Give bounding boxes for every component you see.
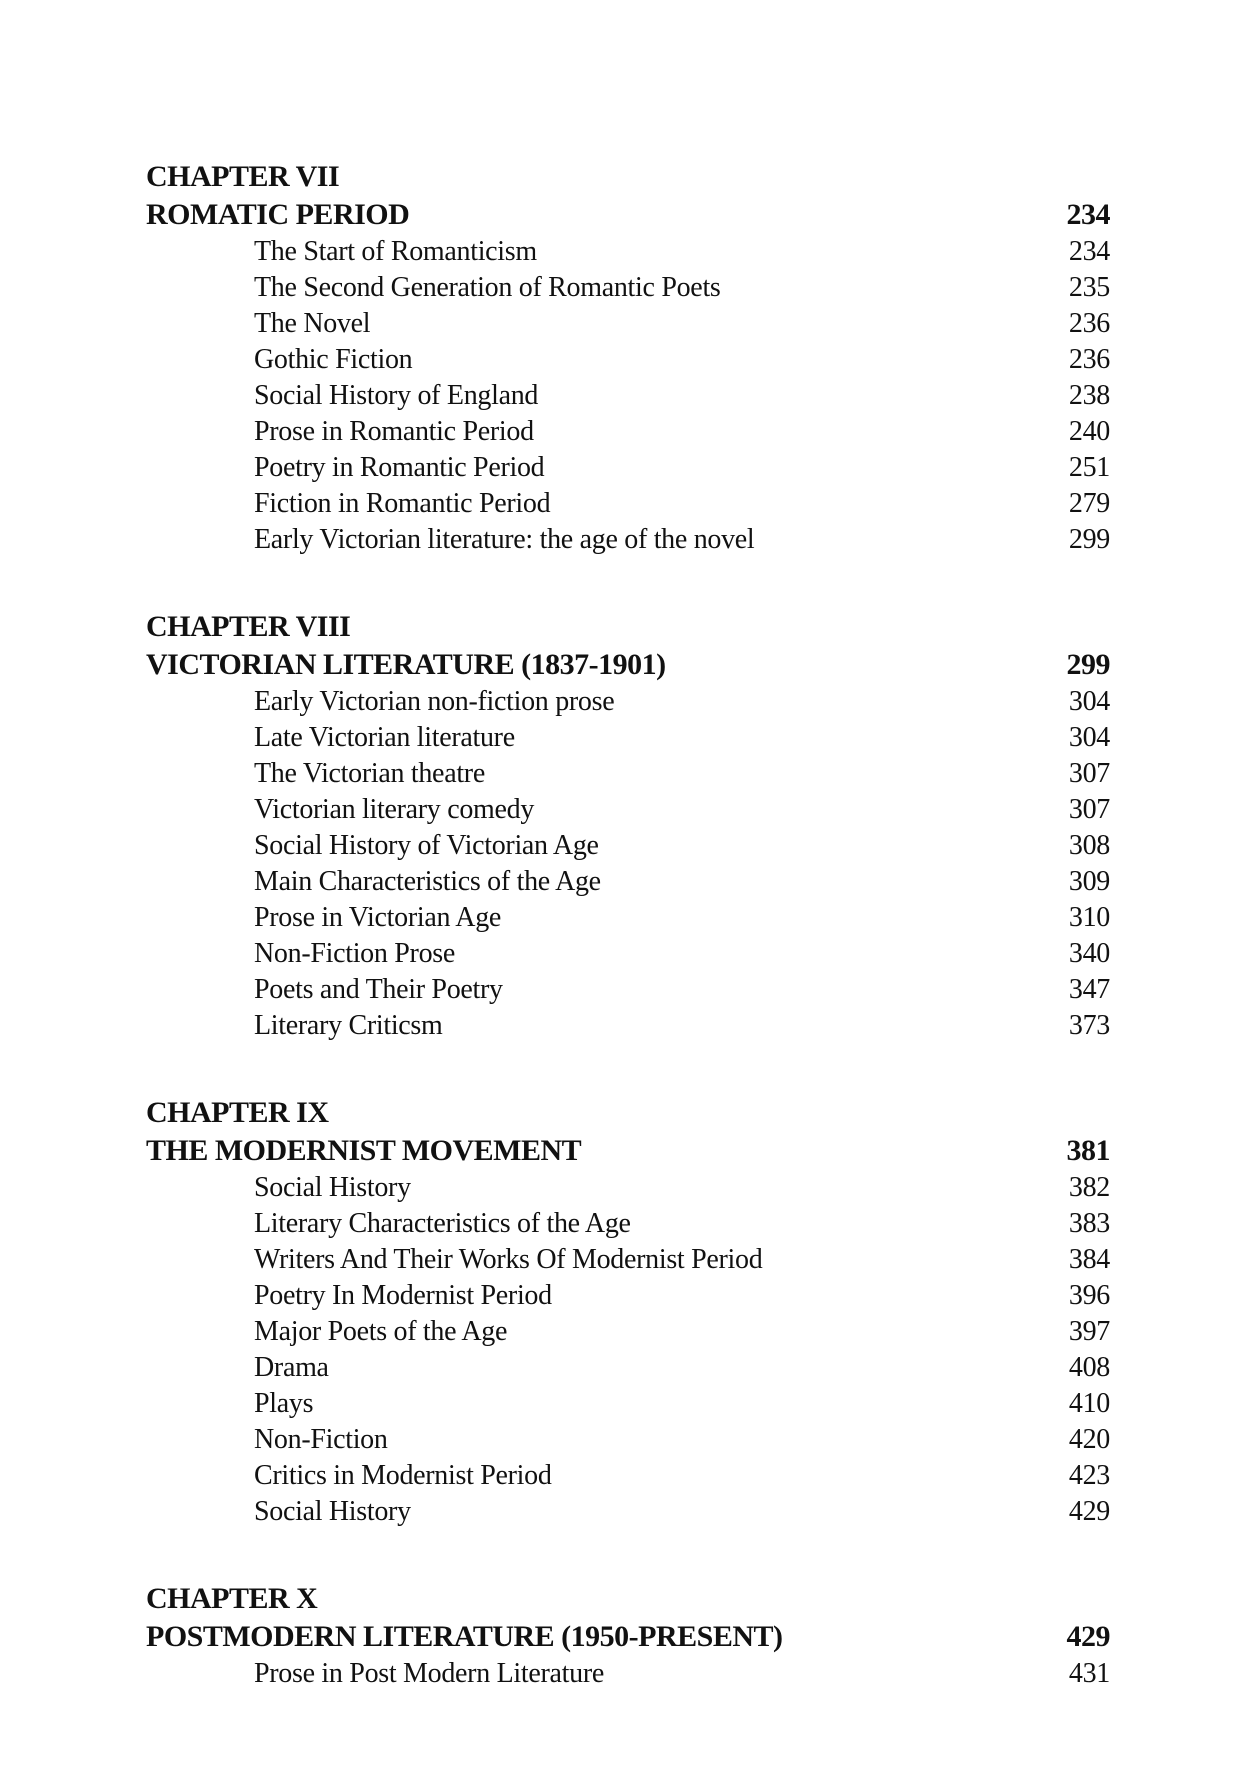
entry-page-number: 236 <box>1068 344 1110 375</box>
chapter-title: VICTORIAN LITERATURE (1837-1901) <box>146 648 666 681</box>
toc-entry[interactable] <box>146 1242 1110 1278</box>
chapter-title: THE MODERNIST MOVEMENT <box>146 1134 582 1167</box>
entry-label: Prose in Romantic Period <box>254 416 534 447</box>
entry-label: Non-Fiction <box>254 1424 388 1455</box>
toc-entry[interactable] <box>146 414 1110 450</box>
chapter-title-row[interactable] <box>146 196 1110 234</box>
toc-entry[interactable] <box>146 1008 1110 1044</box>
toc-entry[interactable] <box>146 486 1110 522</box>
chapter-page-number: 234 <box>1066 198 1110 231</box>
entry-page-number: 307 <box>1068 794 1110 825</box>
toc-entry[interactable] <box>146 1278 1110 1314</box>
entry-label: Prose in Post Modern Literature <box>254 1658 604 1689</box>
entry-page-number: 397 <box>1068 1316 1110 1347</box>
toc-entry[interactable] <box>146 1386 1110 1422</box>
toc-entry[interactable] <box>146 1422 1110 1458</box>
chapter-number: CHAPTER VII <box>146 160 340 193</box>
entry-page-number: 431 <box>1068 1658 1110 1689</box>
entry-page-number: 384 <box>1068 1244 1110 1275</box>
chapter-title-row[interactable] <box>146 1618 1110 1656</box>
entry-label: The Novel <box>254 308 371 339</box>
toc-entry[interactable] <box>146 270 1110 306</box>
entry-label: Poetry In Modernist Period <box>254 1280 552 1311</box>
entry-page-number: 309 <box>1068 866 1110 897</box>
chapter-section <box>146 158 1110 558</box>
toc-entry[interactable] <box>146 450 1110 486</box>
entry-label: Social History <box>254 1496 411 1527</box>
chapter-number: CHAPTER VIII <box>146 610 351 643</box>
entry-page-number: 251 <box>1068 452 1110 483</box>
toc-entry[interactable] <box>146 378 1110 414</box>
toc-entry[interactable] <box>146 1458 1110 1494</box>
entry-label: Early Victorian non-fiction prose <box>254 686 615 717</box>
entry-page-number: 279 <box>1068 488 1110 519</box>
entry-label: Poetry in Romantic Period <box>254 452 545 483</box>
entry-label: The Victorian theatre <box>254 758 485 789</box>
entry-label: Drama <box>254 1352 329 1383</box>
toc-entry[interactable] <box>146 306 1110 342</box>
entry-label: Gothic Fiction <box>254 344 413 375</box>
chapter-section <box>146 1580 1110 1692</box>
entry-label: Main Characteristics of the Age <box>254 866 601 897</box>
chapter-title: POSTMODERN LITERATURE (1950-PRESENT) <box>146 1620 783 1653</box>
toc-entry[interactable] <box>146 234 1110 270</box>
chapter-title-row[interactable] <box>146 646 1110 684</box>
entry-page-number: 340 <box>1068 938 1110 969</box>
toc-entry[interactable] <box>146 936 1110 972</box>
entry-label: Social History <box>254 1172 411 1203</box>
toc-entry[interactable] <box>146 522 1110 558</box>
toc-entry[interactable] <box>146 828 1110 864</box>
toc-entry[interactable] <box>146 1314 1110 1350</box>
toc-entry[interactable] <box>146 1170 1110 1206</box>
toc-entry[interactable] <box>146 684 1110 720</box>
entry-page-number: 304 <box>1068 686 1110 717</box>
toc-entry[interactable] <box>146 342 1110 378</box>
entry-page-number: 383 <box>1068 1208 1110 1239</box>
toc-entry[interactable] <box>146 864 1110 900</box>
entry-page-number: 234 <box>1068 236 1110 267</box>
entry-page-number: 382 <box>1068 1172 1110 1203</box>
entry-page-number: 396 <box>1068 1280 1110 1311</box>
toc-entry[interactable] <box>146 972 1110 1008</box>
entry-label: Victorian literary comedy <box>254 794 535 825</box>
entry-page-number: 408 <box>1068 1352 1110 1383</box>
toc-entry[interactable] <box>146 1656 1110 1692</box>
entry-page-number: 347 <box>1068 974 1110 1005</box>
entry-page-number: 410 <box>1068 1388 1110 1419</box>
chapter-page-number: 381 <box>1066 1134 1110 1167</box>
entry-label: Plays <box>254 1388 314 1419</box>
entry-label: Writers And Their Works Of Modernist Period <box>254 1244 763 1275</box>
chapter-section <box>146 608 1110 1044</box>
toc-entry[interactable] <box>146 756 1110 792</box>
entry-page-number: 304 <box>1068 722 1110 753</box>
entry-label: Late Victorian literature <box>254 722 515 753</box>
entry-label: The Second Generation of Romantic Poets <box>254 272 721 303</box>
toc-entry[interactable] <box>146 1350 1110 1386</box>
entry-page-number: 429 <box>1068 1496 1110 1527</box>
entry-label: Poets and Their Poetry <box>254 974 503 1005</box>
entry-label: Major Poets of the Age <box>254 1316 508 1347</box>
toc-entry[interactable] <box>146 1494 1110 1530</box>
entry-label: Social History of England <box>254 380 539 411</box>
entry-label: Non-Fiction Prose <box>254 938 456 969</box>
chapter-page-number: 299 <box>1066 648 1110 681</box>
entry-page-number: 420 <box>1068 1424 1110 1455</box>
chapter-number: CHAPTER IX <box>146 1096 329 1129</box>
chapter-section <box>146 1094 1110 1530</box>
chapter-title-row[interactable] <box>146 1132 1110 1170</box>
entry-page-number: 240 <box>1068 416 1110 447</box>
entry-label: The Start of Romanticism <box>254 236 537 267</box>
entry-page-number: 423 <box>1068 1460 1110 1491</box>
toc-entry[interactable] <box>146 1206 1110 1242</box>
entry-label: Critics in Modernist Period <box>254 1460 552 1491</box>
entry-label: Social History of Victorian Age <box>254 830 599 861</box>
toc-entry[interactable] <box>146 792 1110 828</box>
chapter-title: ROMATIC PERIOD <box>146 198 410 231</box>
entry-label: Literary Characteristics of the Age <box>254 1208 631 1239</box>
entry-label: Early Victorian literature: the age of the novel <box>254 524 755 555</box>
entry-page-number: 308 <box>1068 830 1110 861</box>
toc-entry[interactable] <box>146 900 1110 936</box>
entry-page-number: 307 <box>1068 758 1110 789</box>
entry-label: Fiction in Romantic Period <box>254 488 551 519</box>
entry-page-number: 238 <box>1068 380 1110 411</box>
entry-label: Literary Criticsm <box>254 1010 443 1041</box>
entry-page-number: 299 <box>1068 524 1110 555</box>
entry-page-number: 310 <box>1068 902 1110 933</box>
entry-page-number: 236 <box>1068 308 1110 339</box>
chapter-number: CHAPTER X <box>146 1582 318 1615</box>
entry-label: Prose in Victorian Age <box>254 902 502 933</box>
chapter-page-number: 429 <box>1066 1620 1110 1653</box>
toc-entry[interactable] <box>146 720 1110 756</box>
entry-page-number: 235 <box>1068 272 1110 303</box>
table-of-contents <box>146 158 1110 1742</box>
entry-page-number: 373 <box>1068 1010 1110 1041</box>
